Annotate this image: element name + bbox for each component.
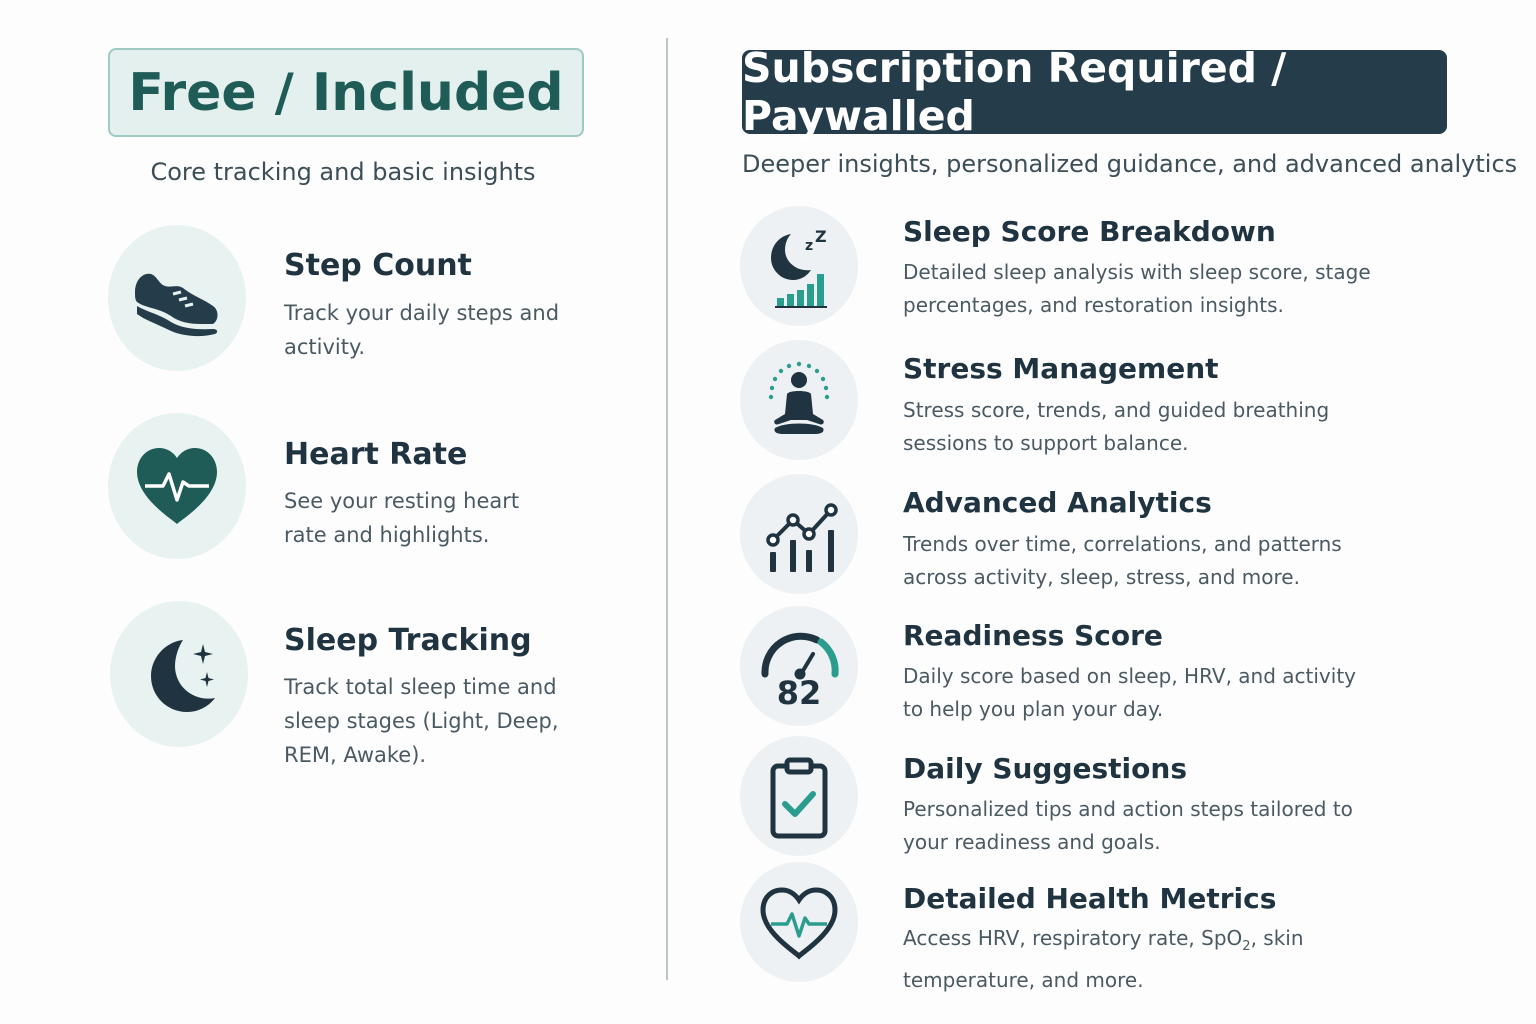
shoe-icon xyxy=(129,250,225,346)
detailed-health-metrics-title: Detailed Health Metrics xyxy=(903,882,1277,915)
advanced-analytics-title: Advanced Analytics xyxy=(903,486,1212,519)
heart-rate-title: Heart Rate xyxy=(284,437,468,472)
health-metrics-description-text-end: , skin temperature, and more. xyxy=(903,926,1304,992)
health-metrics-description-text: Access HRV, respiratory rate, SpO xyxy=(903,926,1243,950)
meditation-icon xyxy=(749,350,849,450)
sleep-score-breakdown-description: Detailed sleep analysis with sleep score, stage percentages, and restoration insights. xyxy=(903,260,1371,317)
readiness-score-icon-circle xyxy=(740,606,858,726)
analytics-chart-icon xyxy=(749,484,849,584)
readiness-gauge-value: 82 xyxy=(776,674,822,712)
sleep-score-breakdown-title: Sleep Score Breakdown xyxy=(903,215,1276,248)
free-column xyxy=(0,0,666,1024)
moon-stars-icon xyxy=(131,626,227,722)
heart-rate-icon-circle xyxy=(108,413,246,559)
heart-outline-pulse-icon xyxy=(757,882,841,962)
free-subheading: Core tracking and basic insights xyxy=(150,158,536,186)
sleep-tracking-description: Track total sleep time and sleep stages (Light, Deep, REM, Awake). xyxy=(284,675,559,767)
sleep-score-icon-circle xyxy=(740,206,858,326)
step-count-title: Step Count xyxy=(284,248,472,283)
sleep-score-icon xyxy=(749,216,849,316)
paid-subheading: Deeper insights, personalized guidance, and advanced analytics xyxy=(742,150,1518,178)
svg-text:z: z xyxy=(805,238,814,254)
detailed-health-metrics-icon-circle xyxy=(740,862,858,982)
readiness-score-description: Daily score based on sleep, HRV, and activity to help you plan your day. xyxy=(903,664,1356,721)
sleep-tracking-icon-circle xyxy=(110,601,248,747)
daily-suggestions-description: Personalized tips and action steps tailored to your readiness and goals. xyxy=(903,797,1353,854)
stress-management-icon-circle xyxy=(740,340,858,460)
daily-suggestions-title: Daily Suggestions xyxy=(903,752,1187,785)
daily-suggestions-icon-circle xyxy=(740,736,858,856)
heart-pulse-icon xyxy=(133,444,221,528)
stress-management-title: Stress Management xyxy=(903,352,1219,385)
clipboard-check-icon xyxy=(749,746,849,846)
paid-column xyxy=(668,0,1536,1024)
readiness-score-title: Readiness Score xyxy=(903,619,1163,652)
spo2-subscript: 2 xyxy=(1242,939,1251,954)
step-count-icon-circle xyxy=(108,225,246,371)
detailed-health-metrics-description xyxy=(903,922,1323,996)
advanced-analytics-description: Trends over time, correlations, and patterns across activity, sleep, stress, and more. xyxy=(903,532,1342,589)
heart-rate-description: See your resting heart rate and highlights. xyxy=(284,489,520,547)
svg-text:Z: Z xyxy=(815,227,827,246)
free-heading: Free / Included xyxy=(108,48,584,137)
advanced-analytics-icon-circle xyxy=(740,474,858,594)
paid-heading: Subscription Required / Paywalled xyxy=(742,50,1447,134)
stress-management-description: Stress score, trends, and guided breathing sessions to support balance. xyxy=(903,398,1330,455)
sleep-tracking-title: Sleep Tracking xyxy=(284,623,532,658)
step-count-description: Track your daily steps and activity. xyxy=(284,301,560,359)
